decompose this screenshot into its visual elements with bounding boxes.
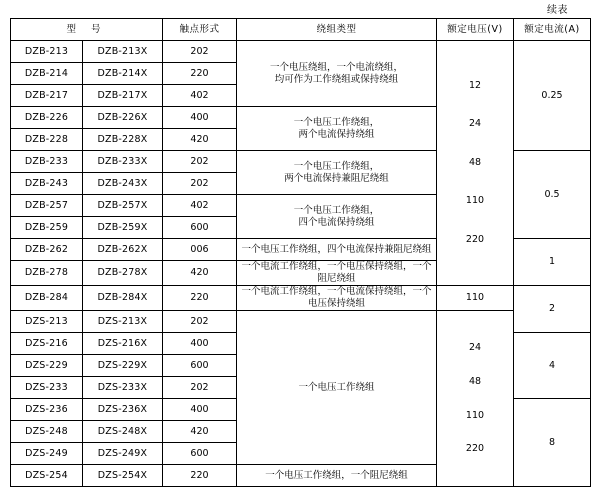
cell-rated-voltage [437, 286, 514, 311]
cell-rated-voltage [437, 41, 514, 286]
cell-rated-voltage [437, 311, 514, 487]
cell-model-a: DZB-217 [11, 85, 83, 107]
continuation-label: 续表 [547, 5, 568, 16]
cell-contact-form: 220 [163, 465, 237, 487]
cell-model-b: DZB-214X [83, 63, 163, 85]
cell-model-b: DZB-213X [83, 41, 163, 63]
cell-model-a: DZB-259 [11, 217, 83, 239]
cell-model-b: DZS-233X [83, 377, 163, 399]
cell-model-a: DZS-216 [11, 333, 83, 355]
cell-contact-form: 400 [163, 333, 237, 355]
header-rated-voltage: 额定电压(V) [437, 19, 514, 41]
cell-model-b: DZB-262X [83, 239, 163, 261]
cell-model-b: DZB-278X [83, 261, 163, 286]
cell-model-a: DZB-233 [11, 151, 83, 173]
winding-line-2: 两个电流保持绕组 [298, 128, 375, 140]
table-row [11, 286, 591, 311]
header-rated-current: 额定电流(A) [514, 19, 591, 41]
winding-line-1: 一个电压工作绕组， [293, 160, 380, 172]
header-winding-type: 绕组类型 [237, 19, 437, 41]
cell-model-a: DZB-214 [11, 63, 83, 85]
cell-model-a: DZS-249 [11, 443, 83, 465]
cell-winding-type [237, 41, 437, 107]
cell-winding-type [237, 151, 437, 195]
winding-line-1: 一个电压工作绕组， [293, 204, 380, 216]
cell-model-b: DZS-254X [83, 465, 163, 487]
cell-winding-type [237, 465, 437, 487]
cell-contact-form: 420 [163, 261, 237, 286]
voltage-value: 220 [465, 443, 485, 455]
cell-model-b: DZS-236X [83, 399, 163, 421]
voltage-value: 12 [468, 79, 482, 91]
cell-model-b: DZS-213X [83, 311, 163, 333]
cell-contact-form: 220 [163, 286, 237, 311]
cell-rated-current: 4 [514, 333, 591, 399]
cell-model-a: DZS-248 [11, 421, 83, 443]
cell-winding-type [237, 261, 437, 286]
table-header [11, 19, 591, 41]
cell-model-a: DZB-284 [11, 286, 83, 311]
cell-model-a: DZS-236 [11, 399, 83, 421]
cell-winding-type [237, 107, 437, 151]
cell-rated-current: 8 [514, 399, 591, 487]
cell-contact-form: 402 [163, 85, 237, 107]
cell-model-b: DZB-284X [83, 286, 163, 311]
winding-line-1: 一个电压绕组，一个电流绕组， [269, 61, 403, 73]
winding-line-1: 一个电压工作绕组，四个电流保持兼阻尼绕组 [241, 243, 432, 255]
cell-rated-current: 0.5 [514, 151, 591, 239]
cell-winding-type [237, 195, 437, 239]
cell-model-b: DZB-233X [83, 151, 163, 173]
cell-model-b: DZB-217X [83, 85, 163, 107]
table-row [11, 311, 591, 333]
voltage-value: 24 [468, 342, 482, 354]
cell-contact-form: 006 [163, 239, 237, 261]
cell-model-a: DZB-278 [11, 261, 83, 286]
cell-model-b: DZB-259X [83, 217, 163, 239]
cell-contact-form: 202 [163, 173, 237, 195]
header-contact-form: 触点形式 [163, 19, 237, 41]
cell-contact-form: 420 [163, 129, 237, 151]
cell-contact-form: 202 [163, 311, 237, 333]
winding-line-1: 一个电压工作绕组，一个阻尼绕组 [265, 469, 408, 481]
winding-line-1: 一个电流工作绕组，一个电压保持绕组，一个阻尼绕组 [241, 261, 432, 284]
cell-rated-current: 0.25 [514, 41, 591, 151]
header-model: 型 号 [11, 19, 163, 41]
cell-model-b: DZB-226X [83, 107, 163, 129]
cell-contact-form: 600 [163, 217, 237, 239]
cell-model-a: DZS-254 [11, 465, 83, 487]
cell-rated-current: 1 [514, 239, 591, 286]
cell-model-b: DZS-216X [83, 333, 163, 355]
cell-contact-form: 202 [163, 377, 237, 399]
cell-model-a: DZB-213 [11, 41, 83, 63]
cell-contact-form: 220 [163, 63, 237, 85]
cell-winding-type [237, 239, 437, 261]
cell-model-a: DZB-228 [11, 129, 83, 151]
voltage-value: 220 [465, 233, 485, 245]
table-body [11, 41, 591, 487]
winding-line-2: 四个电流保持绕组 [298, 216, 375, 228]
cell-model-b: DZS-249X [83, 443, 163, 465]
voltage-value: 110 [465, 195, 485, 207]
winding-line-2: 均可作为工作绕组或保持绕组 [274, 73, 399, 85]
header-row [11, 19, 591, 41]
cell-winding-type [237, 286, 437, 311]
cell-model-b: DZS-248X [83, 421, 163, 443]
cell-model-b: DZB-228X [83, 129, 163, 151]
cell-winding-type [237, 311, 437, 465]
table-row [11, 41, 591, 63]
cell-contact-form: 400 [163, 399, 237, 421]
cell-model-a: DZB-262 [11, 239, 83, 261]
cell-model-b: DZS-229X [83, 355, 163, 377]
cell-rated-current: 2 [514, 286, 591, 333]
cell-model-b: DZB-243X [83, 173, 163, 195]
cell-model-a: DZS-233 [11, 377, 83, 399]
cell-model-a: DZB-226 [11, 107, 83, 129]
cell-contact-form: 202 [163, 151, 237, 173]
voltage-value: 48 [468, 156, 482, 168]
cell-model-a: DZB-243 [11, 173, 83, 195]
specification-table [10, 18, 591, 487]
voltage-value: 110 [465, 409, 485, 421]
winding-line-1: 一个电流工作绕组，一个电流保持绕组，一个电压保持绕组 [241, 286, 432, 309]
voltage-value: 24 [468, 118, 482, 130]
voltage-value: 110 [465, 292, 485, 303]
winding-line-1: 一个电压工作绕组 [298, 381, 375, 393]
cell-contact-form: 402 [163, 195, 237, 217]
cell-contact-form: 600 [163, 355, 237, 377]
cell-model-b: DZB-257X [83, 195, 163, 217]
cell-contact-form: 400 [163, 107, 237, 129]
cell-contact-form: 420 [163, 421, 237, 443]
cell-contact-form: 202 [163, 41, 237, 63]
winding-line-1: 一个电压工作绕组， [293, 116, 380, 128]
voltage-value: 48 [468, 375, 482, 387]
cell-contact-form: 600 [163, 443, 237, 465]
winding-line-2: 两个电流保持兼阻尼绕组 [284, 172, 389, 184]
cell-model-a: DZB-257 [11, 195, 83, 217]
cell-model-a: DZS-229 [11, 355, 83, 377]
cell-model-a: DZS-213 [11, 311, 83, 333]
